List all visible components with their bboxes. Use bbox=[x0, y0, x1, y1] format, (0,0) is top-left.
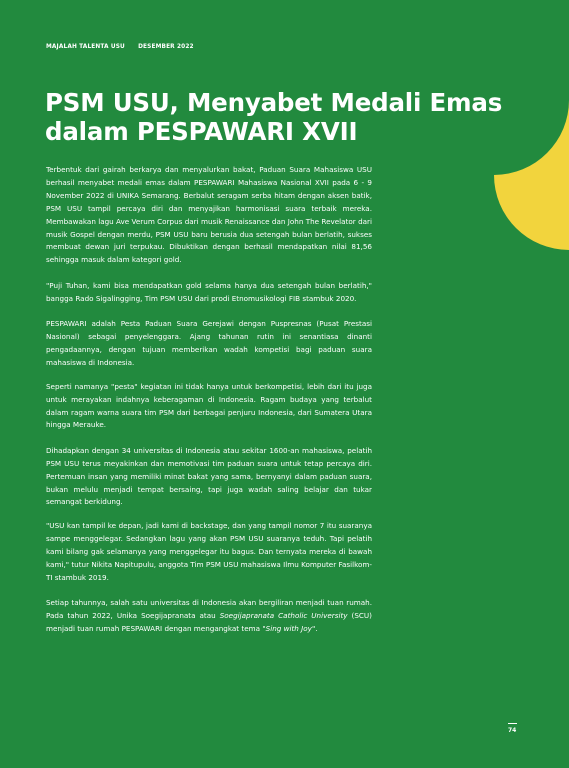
article-paragraph-5: Dihadapkan dengan 34 universitas di Indonesia atau sekitar 1600-an mahasiswa, pelatih PSM USU terus meyakinkan dan memotivasi tim paduan suara untuk tetap percaya diri. Pertemuan insan yang memiliki minat bakat yang sama, bernyanyi dalam paduan suara, bukan melulu menjadi tempat bersaing, tapi juga wadah saling belajar dan tukar semangat berkidung. bbox=[46, 445, 372, 507]
issue-date: DESEMBER 2022 bbox=[138, 44, 194, 50]
article-paragraph-7 bbox=[46, 597, 372, 636]
masthead bbox=[46, 44, 205, 50]
article-paragraph-2: "Puji Tuhan, kami bisa mendapatkan gold selama hanya dua setengah bulan berlatih," bangga Rado Sigalingging, Tim PSM USU dari prodi Etnomusikologi FIB stambuk 2020. bbox=[46, 280, 372, 303]
article-title bbox=[45, 88, 503, 146]
article-paragraph-6: "USU kan tampil ke depan, jadi kami di backstage, dan yang tampil nomor 7 itu suaranya sampe menggelegar. Sedangkan lagu yang akan PSM USU suaranya teduh. Tapi pelatih kami bilang gak selamanya yang menggelegar itu bagus. Dan ternyata mereka di bawah kami," tutur Nikita Napitupulu, anggota Tim PSM USU mahasiswa Ilmu Komputer Fasilkom-TI stambuk 2019. bbox=[46, 521, 372, 582]
article-title-line-1: PSM USU, Menyabet Medali Emas bbox=[45, 88, 503, 117]
paragraph-italic-text: Soegijapranata Catholic University bbox=[219, 611, 348, 621]
article-paragraph-3: PESPAWARI adalah Pesta Paduan Suara Gerejawi dengan Puspresnas (Pusat Prestasi Nasional) sebagai penyelenggara. Ajang tahunan rutin ini senantiasa dinanti pengadaannya, dengan tujuan memberikan wadah kompetisi bagi paduan suara mahasiswa di Indonesia. bbox=[46, 319, 372, 367]
article-paragraph-1: Terbentuk dari gairah berkarya dan menyalurkan bakat, Paduan Suara Mahasiswa USU berhasil menyabet medali emas dalam PESPAWARI Mahasiswa Nasional XVII pada 6 - 9 November 2022 di UNIKA Semarang. Berbalut seragam serba hitam dengan aksen batik, PSM USU tampil percaya diri dan menyajikan harmonisasi suara terbaik mereka. Membawakan lagu Ave Verum Corpus dari musik Renaissance dan John The Revelator dari musik Gospel dengan merdu, PSM USU baru berusia dua setengah bulan berlatih, sukses membuat dewan juri terpukau. Dibuktikan dengan berhasil mendapatkan nilai 81,56 sehingga masuk dalam kategori gold. bbox=[46, 165, 372, 265]
footer-rule bbox=[508, 723, 517, 724]
paragraph-text: ". bbox=[311, 624, 318, 634]
article-body bbox=[46, 164, 372, 649]
paragraph-text: Setiap tahunnya, salah satu universitas di Indonesia akan bergiliran menjadi tuan rumah. Pada tahun 2022, Unika Soegijapranata atau bbox=[46, 598, 372, 621]
page-number: 74 bbox=[508, 727, 517, 734]
article-title-line-2: dalam PESPAWARI XVII bbox=[45, 117, 358, 146]
article-paragraph-4: Seperti namanya "pesta" kegiatan ini tidak hanya untuk berkompetisi, lebih dari itu juga untuk merayakan indahnya keberagaman di Indonesia. Ragam budaya yang terbalut dalam ragam warna suara tim PSM dari berbagai penjuru Indonesia, dari Sumatera Utara hingga Merauke. bbox=[46, 381, 372, 430]
yellow-semicircle-icon bbox=[477, 100, 569, 250]
publication-name: MAJALAH TALENTA USU bbox=[46, 44, 125, 50]
paragraph-italic-text: Sing with Joy bbox=[265, 624, 312, 634]
paragraph-text: (SCU) menjadi tuan rumah PESPAWARI dengan mengangkat tema " bbox=[46, 611, 372, 634]
